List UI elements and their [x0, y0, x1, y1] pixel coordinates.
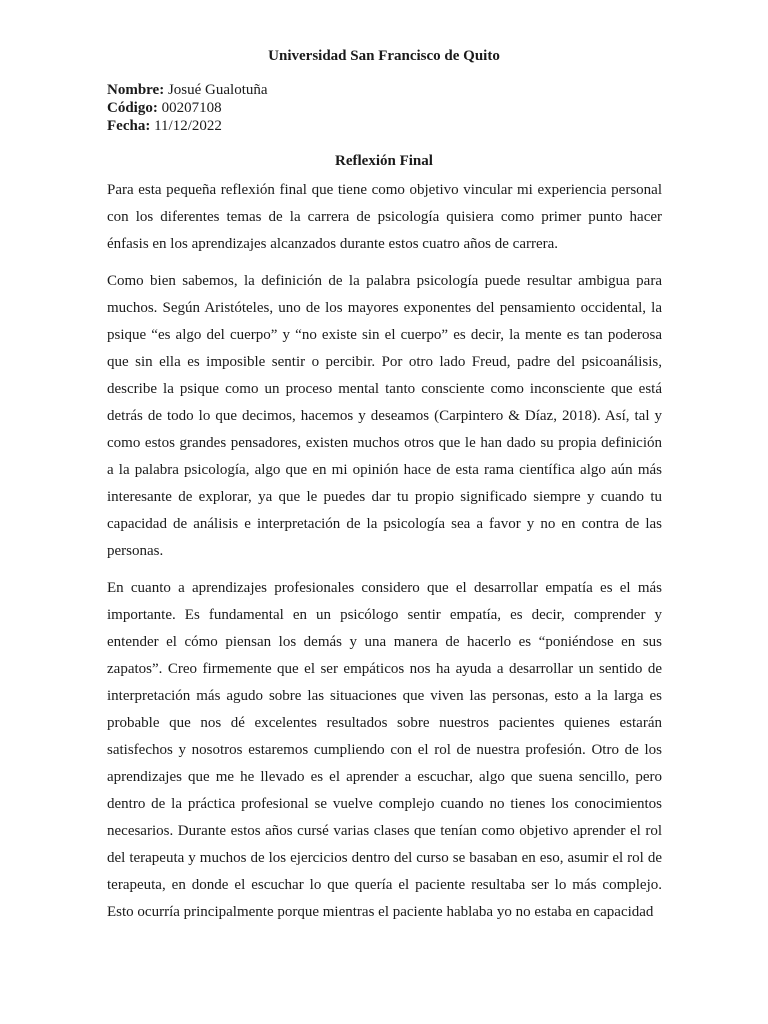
text-line: entender el cómo piensan los demás y una manera de hacerlo es “poniéndose en sus: [107, 634, 662, 650]
code-label: Código:: [107, 100, 158, 116]
text-line: satisfechos y nosotros estaremos cumpliendo con el rol de nuestra profesión. Otro de los: [107, 742, 662, 758]
paragraph-gap: [107, 565, 662, 575]
text-line: zapatos”. Creo firmemente que el ser empáticos nos ha ayuda a desarrollar un sentido de: [107, 661, 662, 677]
date-label: Fecha:: [107, 118, 151, 134]
text-line: necesarios. Durante estos años cursé varias clases que tenían como objetivo aprender el rol: [107, 823, 662, 839]
text-line: del terapeuta y muchos de los ejercicios dentro del curso se basaban en eso, asumir el rol de: [107, 850, 662, 866]
text-line: aprendizajes que me he llevado es el aprender a escuchar, algo que suena sencillo, pero: [107, 769, 662, 785]
text-line: con los diferentes temas de la carrera de psicología quisiera como primer punto hacer: [107, 209, 662, 225]
text-line: muchos. Según Aristóteles, uno de los mayores exponentes del pensamiento occidental, la: [107, 300, 662, 316]
text-line: énfasis en los aprendizajes alcanzados durante estos cuatro años de carrera.: [107, 236, 559, 252]
text-line: capacidad de análisis e interpretación de la psicología sea a favor y no en contra de las: [107, 516, 662, 532]
name-row: [107, 81, 268, 99]
text-line: que sin ella es imposible sentir o percibir. Por otro lado Freud, padre del psicoanálisis,: [107, 354, 662, 370]
university-heading: Universidad San Francisco de Quito: [268, 48, 500, 64]
date-value: 11/12/2022: [154, 118, 222, 134]
text-line: Esto ocurría principalmente porque mientras el paciente hablaba yo no estaba en capacidad: [107, 904, 654, 920]
code-row: [107, 99, 268, 117]
document-body: [107, 177, 662, 926]
text-line: como estos grandes pensadores, existen muchos otros que le han dado su propia definición: [107, 435, 662, 451]
name-value: Josué Gualotuña: [167, 82, 268, 98]
document-title: Reflexión Final: [335, 153, 433, 169]
paragraph: [107, 268, 662, 565]
text-line: detrás de todo lo que decimos, hacemos y deseamos (Carpintero & Díaz, 2018). Así, tal y: [107, 408, 662, 424]
text-line: importante. Es fundamental en un psicólogo sentir empatía, es decir, comprender y: [107, 607, 662, 623]
text-line: Para esta pequeña reflexión final que tiene como objetivo vincular mi experiencia personal: [107, 182, 662, 198]
paragraph-gap: [107, 258, 662, 268]
text-line: personas.: [107, 543, 164, 559]
text-line: interpretación más agudo sobre las situaciones que viven las personas, esto a la larga es: [107, 688, 662, 704]
text-line: a la palabra psicología, algo que en mi opinión hace de esta rama científica algo aún más: [107, 462, 662, 478]
paragraph: [107, 177, 662, 258]
student-info-block: [107, 81, 268, 135]
text-line: interesante de explorar, ya que le puedes dar tu propio significado siempre y cuando tu: [107, 489, 662, 505]
text-line: probable que nos dé excelentes resultados sobre nuestros pacientes quienes estarán: [107, 715, 662, 731]
text-line: dentro de la práctica profesional se vuelve complejo cuando no tienes los conocimientos: [107, 796, 662, 812]
code-value: 00207108: [161, 100, 222, 116]
text-line: En cuanto a aprendizajes profesionales considero que el desarrollar empatía es el más: [107, 580, 662, 596]
name-label: Nombre:: [107, 82, 165, 98]
date-row: [107, 117, 268, 135]
text-line: describe la psique como un proceso mental tanto consciente como inconsciente que está: [107, 381, 662, 397]
paragraph: [107, 575, 662, 926]
text-line: Como bien sabemos, la definición de la palabra psicología puede resultar ambigua para: [107, 273, 662, 289]
text-line: terapeuta, en donde el escuchar lo que quería el paciente resultaba ser lo más complejo.: [107, 877, 662, 893]
text-line: psique “es algo del cuerpo” y “no existe sin el cuerpo” es decir, la mente es tan poderosa: [107, 327, 662, 343]
